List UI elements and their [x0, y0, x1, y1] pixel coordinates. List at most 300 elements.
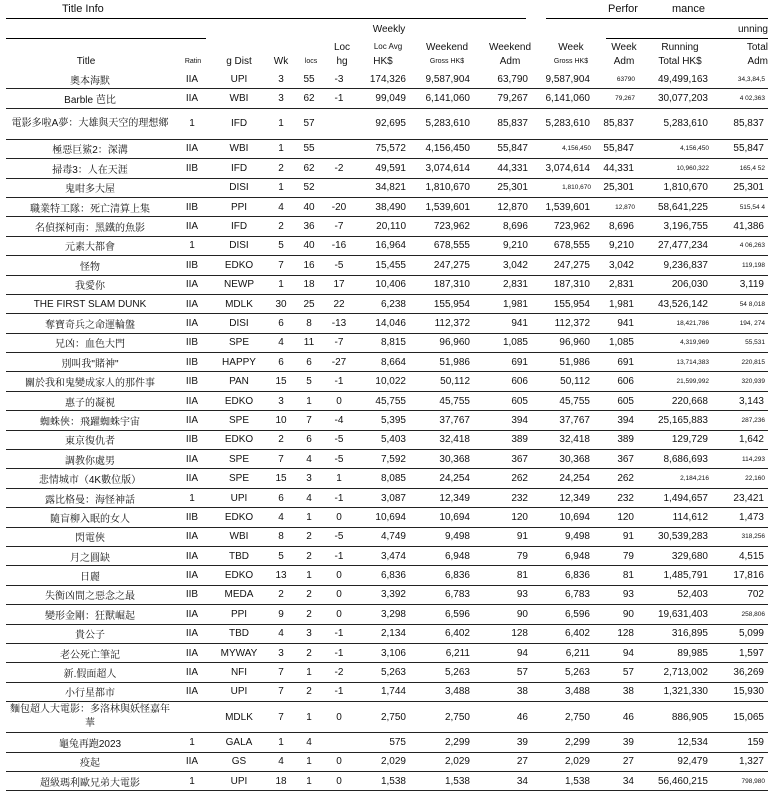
week-gross-cell: 4,156,450 — [532, 139, 594, 158]
wk-cell: 15 — [268, 372, 294, 391]
locs-cell: 55 — [294, 70, 324, 89]
weekend-gross-cell: 1,810,670 — [410, 178, 474, 197]
week-adm-cell: 120 — [594, 508, 638, 527]
loc-avg-cell: 3,392 — [354, 585, 410, 604]
table-row — [6, 197, 768, 216]
locs-cell: 1 — [294, 771, 324, 790]
locs-cell: 4 — [294, 488, 324, 507]
loc-avg-cell: 10,022 — [354, 372, 410, 391]
week-adm-cell: 81 — [594, 566, 638, 585]
title-header: Title — [76, 56, 96, 67]
loc-avg-cell: 3,106 — [354, 643, 410, 662]
weekend-adm-cell: 606 — [474, 372, 532, 391]
title-cell: 麵包超人大電影：多洛林與妖怪嘉年華 — [6, 702, 174, 733]
wk-cell: 8 — [268, 527, 294, 546]
dist-cell: GS — [210, 752, 268, 771]
rating-cell: IIB — [174, 159, 210, 178]
week-adm-cell: 12,870 — [594, 197, 638, 216]
total-adm-cell: 258,806 — [712, 605, 768, 624]
total-adm-cell: 4,515 — [712, 546, 768, 565]
running-total-cell: 4,319,969 — [638, 333, 712, 352]
rating-cell: IIA — [174, 70, 210, 89]
weekend-adm-cell: 389 — [474, 430, 532, 449]
wk-cell: 1 — [268, 108, 294, 139]
weekend-gross-cell: 6,211 — [410, 643, 474, 662]
rating-cell: IIA — [174, 314, 210, 333]
locs-cell: 40 — [294, 236, 324, 255]
top-rule — [6, 18, 526, 19]
dist-cell: UPI — [210, 70, 268, 89]
wk-cell: 6 — [268, 353, 294, 372]
wk-cell: 2 — [268, 585, 294, 604]
running-total-cell: 30,539,283 — [638, 527, 712, 546]
weekend-gross-cell: 51,986 — [410, 353, 474, 372]
wk-cell: 1 — [268, 275, 294, 294]
table-row — [6, 178, 768, 197]
total-adm-cell: 515,54 4 — [712, 197, 768, 216]
table-row — [6, 624, 768, 643]
loc-chg-cell: -5 — [324, 527, 354, 546]
loc-chg-cell: 0 — [324, 566, 354, 585]
running-total-cell: 1,321,330 — [638, 682, 712, 701]
wk-cell: 5 — [268, 236, 294, 255]
total-adm-cell: 318,256 — [712, 527, 768, 546]
weekend-gross-cell: 45,755 — [410, 391, 474, 410]
loc-chg-cell — [324, 178, 354, 197]
table-row — [6, 275, 768, 294]
weekend-gross-cell: 723,962 — [410, 217, 474, 236]
locs-cell: 5 — [294, 372, 324, 391]
wk-cell: 6 — [268, 488, 294, 507]
locs-cell: 2 — [294, 585, 324, 604]
table-row — [6, 353, 768, 372]
week-gross-cell: 3,074,614 — [532, 159, 594, 178]
running-total-cell: 21,599,992 — [638, 372, 712, 391]
weekend-adm-cell: 9,210 — [474, 236, 532, 255]
dist-cell: DISI — [210, 236, 268, 255]
adm2-header: Adm — [613, 56, 635, 67]
title-cell: 名偵探柯南：黑鐵的魚影 — [6, 217, 174, 236]
week-adm-cell: 34 — [594, 771, 638, 790]
locs-cell: 6 — [294, 353, 324, 372]
weekend-adm-cell: 232 — [474, 488, 532, 507]
rating-cell: IIA — [174, 469, 210, 488]
week-gross-cell: 155,954 — [532, 294, 594, 313]
weekend-adm-cell: 2,831 — [474, 275, 532, 294]
loc-avg-cell: 14,046 — [354, 314, 410, 333]
loc-chg-cell: -1 — [324, 488, 354, 507]
title-cell: 失衡凶間之惡念之最 — [6, 585, 174, 604]
weekend-adm-cell: 12,870 — [474, 197, 532, 216]
week-adm-cell: 394 — [594, 411, 638, 430]
rating-cell: IIA — [174, 546, 210, 565]
dist-cell: UPI — [210, 771, 268, 790]
weekend-adm-cell: 79,267 — [474, 89, 532, 108]
running-total-cell: 1,485,791 — [638, 566, 712, 585]
week-adm-cell: 93 — [594, 585, 638, 604]
rating-cell: IIA — [174, 411, 210, 430]
dist-cell: WBI — [210, 527, 268, 546]
dist-cell: MDLK — [210, 702, 268, 733]
wk-cell: 4 — [268, 508, 294, 527]
rating-cell: IIB — [174, 508, 210, 527]
title-cell: 別叫我"賭神" — [6, 353, 174, 372]
dist-cell: SPE — [210, 469, 268, 488]
table-row — [6, 488, 768, 507]
loc-header: Loc — [333, 42, 351, 53]
week-gross-cell: 9,587,904 — [532, 70, 594, 89]
title-cell: 閃電俠 — [6, 527, 174, 546]
running-total-cell: 9,236,837 — [638, 256, 712, 275]
weekend-gross-cell: 9,498 — [410, 527, 474, 546]
locs-cell: 16 — [294, 256, 324, 275]
locs-cell: 4 — [294, 733, 324, 752]
week-adm-cell: 1,085 — [594, 333, 638, 352]
table-row — [6, 108, 768, 139]
loc-avg-cell: 3,474 — [354, 546, 410, 565]
week-gross-cell: 6,948 — [532, 546, 594, 565]
weekend-adm-header: Weekend — [488, 42, 532, 53]
loc-chg-cell: 0 — [324, 508, 354, 527]
total-adm-cell: 36,269 — [712, 663, 768, 682]
locs-cell: 6 — [294, 430, 324, 449]
wk-cell: 7 — [268, 702, 294, 733]
week-adm-cell: 367 — [594, 450, 638, 469]
total-adm-cell: 54 8,018 — [712, 294, 768, 313]
hk-header: HK$ — [373, 56, 393, 67]
rating-cell: IIA — [174, 605, 210, 624]
week-adm-cell: 389 — [594, 430, 638, 449]
weekend-adm-cell: 44,331 — [474, 159, 532, 178]
table-row — [6, 702, 768, 733]
dist-cell: PPI — [210, 605, 268, 624]
locs-cell: 2 — [294, 546, 324, 565]
loc-avg-cell: 8,815 — [354, 333, 410, 352]
title-cell: THE FIRST SLAM DUNK — [6, 294, 174, 313]
loc-avg-cell: 45,755 — [354, 391, 410, 410]
rating-cell — [174, 702, 210, 733]
title-cell: 龜兔再跑2023 — [6, 733, 174, 752]
week-adm-cell: 79 — [594, 546, 638, 565]
week-gross-cell: 247,275 — [532, 256, 594, 275]
weekend-adm-cell: 394 — [474, 411, 532, 430]
loc-chg-cell: -7 — [324, 217, 354, 236]
week-adm-cell: 94 — [594, 643, 638, 662]
running-total-cell: 43,526,142 — [638, 294, 712, 313]
loc-chg-cell: -1 — [324, 546, 354, 565]
weekend-gross-cell: 6,836 — [410, 566, 474, 585]
loc-chg-cell: 0 — [324, 585, 354, 604]
total-adm-cell: 1,597 — [712, 643, 768, 662]
wk-cell: 7 — [268, 256, 294, 275]
rating-cell: IIB — [174, 585, 210, 604]
wk-cell: 10 — [268, 411, 294, 430]
rating-cell: 1 — [174, 236, 210, 255]
table-body — [6, 70, 768, 791]
total-adm-cell: 17,816 — [712, 566, 768, 585]
loc-avg-cell: 575 — [354, 733, 410, 752]
table-row — [6, 256, 768, 275]
running-total-cell: 220,668 — [638, 391, 712, 410]
table-row — [6, 217, 768, 236]
dist-cell: SPE — [210, 450, 268, 469]
running-total-cell: 3,196,755 — [638, 217, 712, 236]
table-row — [6, 333, 768, 352]
dist-cell: MDLK — [210, 294, 268, 313]
dist-cell: TBD — [210, 624, 268, 643]
week-adm-cell: 605 — [594, 391, 638, 410]
weekend-adm-cell: 94 — [474, 643, 532, 662]
title-cell: 兄凶：血色大門 — [6, 333, 174, 352]
title-cell: Barble 芭比 — [6, 89, 174, 108]
title-cell: 極惡巨鯊2：深溝 — [6, 139, 174, 158]
loc-avg-cell: 4,749 — [354, 527, 410, 546]
wk-cell: 30 — [268, 294, 294, 313]
wk-cell: 3 — [268, 70, 294, 89]
rating-cell — [174, 178, 210, 197]
title-cell: 超級瑪利歐兄弟大電影 — [6, 771, 174, 790]
week-adm-cell: 941 — [594, 314, 638, 333]
week-gross-cell: 12,349 — [532, 488, 594, 507]
table-row — [6, 236, 768, 255]
wk-cell: 1 — [268, 178, 294, 197]
rating-cell: IIB — [174, 333, 210, 352]
loc-chg-cell: 17 — [324, 275, 354, 294]
wk-cell: 7 — [268, 663, 294, 682]
loc-chg-cell — [324, 139, 354, 158]
wk-cell: 15 — [268, 469, 294, 488]
title-cell: 鬼咁多大屋 — [6, 178, 174, 197]
adm1-header: Adm — [499, 56, 521, 67]
week-gross-cell: 51,986 — [532, 353, 594, 372]
loc-chg-cell: -2 — [324, 663, 354, 682]
table-row — [6, 372, 768, 391]
week-adm-cell: 232 — [594, 488, 638, 507]
weekend-adm-cell: 85,837 — [474, 108, 532, 139]
weekend-gross-cell: 5,263 — [410, 663, 474, 682]
week-gross-cell: 10,694 — [532, 508, 594, 527]
wk-cell: 6 — [268, 314, 294, 333]
loc-chg-cell: 1 — [324, 469, 354, 488]
week-adm-cell: 262 — [594, 469, 638, 488]
rating-cell: IIB — [174, 372, 210, 391]
locs-cell: 1 — [294, 702, 324, 733]
weekend-adm-cell: 39 — [474, 733, 532, 752]
loc-chg-cell: 0 — [324, 771, 354, 790]
title-cell: 疫起 — [6, 752, 174, 771]
locs-cell: 18 — [294, 275, 324, 294]
week-gross-cell: 3,488 — [532, 682, 594, 701]
dist-cell: IFD — [210, 108, 268, 139]
unning-header: unning — [737, 24, 768, 35]
week-gross-cell: 30,368 — [532, 450, 594, 469]
weekend-adm-cell: 55,847 — [474, 139, 532, 158]
title-cell: 小行星都市 — [6, 682, 174, 701]
week-gross-cell: 5,283,610 — [532, 108, 594, 139]
weekend-gross-cell: 3,074,614 — [410, 159, 474, 178]
loc-chg-cell: -4 — [324, 411, 354, 430]
week-gross-cell: 6,211 — [532, 643, 594, 662]
week-adm-cell: 27 — [594, 752, 638, 771]
dist-cell: WBI — [210, 139, 268, 158]
table-row — [6, 566, 768, 585]
table-row — [6, 450, 768, 469]
loc-avg-cell: 75,572 — [354, 139, 410, 158]
table-row — [6, 159, 768, 178]
loc-avg-cell: 92,695 — [354, 108, 410, 139]
dist-cell: PPI — [210, 197, 268, 216]
loc-avg-cell: 5,403 — [354, 430, 410, 449]
weekend-gross-cell: 187,310 — [410, 275, 474, 294]
week-adm-cell: 2,831 — [594, 275, 638, 294]
locs-cell: 7 — [294, 411, 324, 430]
total-adm-cell: 4 02,363 — [712, 89, 768, 108]
box-office-table — [6, 70, 768, 791]
total-adm-cell: 165,4 52 — [712, 159, 768, 178]
wk-cell: 2 — [268, 159, 294, 178]
loc-chg-cell — [324, 733, 354, 752]
gross2-header: Gross HK$ — [553, 58, 589, 65]
title-cell: 職業特工隊：死亡清算上集 — [6, 197, 174, 216]
hg-header: hg — [336, 56, 348, 67]
running-total-cell: 12,534 — [638, 733, 712, 752]
dist-cell: IFD — [210, 217, 268, 236]
wk-cell: 1 — [268, 733, 294, 752]
weekend-adm-cell: 3,042 — [474, 256, 532, 275]
total-adm-cell: 702 — [712, 585, 768, 604]
weekend-adm-cell: 25,301 — [474, 178, 532, 197]
gross1-header: Gross HK$ — [429, 58, 465, 65]
dist-cell: DISI — [210, 314, 268, 333]
dist-cell: SPE — [210, 411, 268, 430]
week-gross-cell: 678,555 — [532, 236, 594, 255]
loc-avg-cell: 5,263 — [354, 663, 410, 682]
loc-avg-cell: 174,326 — [354, 70, 410, 89]
table-row — [6, 430, 768, 449]
title-cell: 貴公子 — [6, 624, 174, 643]
rating-cell: IIA — [174, 139, 210, 158]
wk-cell: 5 — [268, 546, 294, 565]
title-cell: 奪寶奇兵之命運輪盤 — [6, 314, 174, 333]
wk-cell: 4 — [268, 333, 294, 352]
total-header: Total — [746, 42, 768, 53]
weekend-adm-cell: 46 — [474, 702, 532, 733]
locs-cell: 62 — [294, 89, 324, 108]
locs-cell: 52 — [294, 178, 324, 197]
wk-cell: 7 — [268, 682, 294, 701]
dist-cell: SPE — [210, 333, 268, 352]
rating-cell: IIA — [174, 624, 210, 643]
weekend-adm-cell: 81 — [474, 566, 532, 585]
running-total-cell: 19,631,403 — [638, 605, 712, 624]
table-row — [6, 733, 768, 752]
title-cell: 怪物 — [6, 256, 174, 275]
running-total-cell: 5,283,610 — [638, 108, 712, 139]
dist-cell: EDKO — [210, 508, 268, 527]
rating-cell: IIA — [174, 89, 210, 108]
weekend-adm-cell: 941 — [474, 314, 532, 333]
total-adm-cell: 159 — [712, 733, 768, 752]
weekend-gross-cell: 10,694 — [410, 508, 474, 527]
loc-chg-cell: -5 — [324, 450, 354, 469]
rating-cell: 1 — [174, 488, 210, 507]
total-adm-cell: 194, 274 — [712, 314, 768, 333]
loc-chg-cell: -1 — [324, 372, 354, 391]
loc-avg-cell: 3,087 — [354, 488, 410, 507]
table-row — [6, 682, 768, 701]
loc-chg-cell: -1 — [324, 682, 354, 701]
wk-cell: 4 — [268, 624, 294, 643]
weekend-adm-cell: 38 — [474, 682, 532, 701]
weekly-header: Weekly — [372, 24, 406, 35]
loc-chg-cell: -5 — [324, 430, 354, 449]
table-row — [6, 314, 768, 333]
running-total-cell: 206,030 — [638, 275, 712, 294]
dist-cell: UPI — [210, 682, 268, 701]
rating-cell: IIA — [174, 527, 210, 546]
loc-chg-cell: -1 — [324, 643, 354, 662]
header-rule-right — [606, 38, 768, 39]
loc-chg-cell: 0 — [324, 752, 354, 771]
table-row — [6, 752, 768, 771]
loc-avg-cell: 8,664 — [354, 353, 410, 372]
week-gross-cell: 37,767 — [532, 411, 594, 430]
running-total-cell: 49,499,163 — [638, 70, 712, 89]
locs-cell: 11 — [294, 333, 324, 352]
locs-cell: 57 — [294, 108, 324, 139]
week-gross-cell: 96,960 — [532, 333, 594, 352]
total-adm-cell: 41,386 — [712, 217, 768, 236]
week-gross-cell: 6,402 — [532, 624, 594, 643]
table-row — [6, 546, 768, 565]
week-adm-cell: 57 — [594, 663, 638, 682]
mance-heading: mance — [672, 3, 706, 15]
dist-cell: UPI — [210, 488, 268, 507]
loc-chg-cell — [324, 108, 354, 139]
week-gross-cell: 5,263 — [532, 663, 594, 682]
dist-cell: EDKO — [210, 566, 268, 585]
title-cell: 我愛你 — [6, 275, 174, 294]
table-row — [6, 605, 768, 624]
locs-cell: 40 — [294, 197, 324, 216]
locs-cell: 3 — [294, 624, 324, 643]
loc-avg-cell: 16,964 — [354, 236, 410, 255]
table-row — [6, 508, 768, 527]
title-cell: 悲情城市（4K數位版） — [6, 469, 174, 488]
week-adm-cell: 25,301 — [594, 178, 638, 197]
weekend-adm-cell: 90 — [474, 605, 532, 624]
weekend-gross-cell: 155,954 — [410, 294, 474, 313]
running-total-cell: 316,895 — [638, 624, 712, 643]
dist-cell: NFI — [210, 663, 268, 682]
locs-cell: 2 — [294, 605, 324, 624]
title-cell: 奧本海默 — [6, 70, 174, 89]
weekend-gross-cell: 112,372 — [410, 314, 474, 333]
wk-cell: 18 — [268, 771, 294, 790]
wk-cell: 1 — [268, 139, 294, 158]
total-adm-cell: 5,099 — [712, 624, 768, 643]
loc-chg-cell: -16 — [324, 236, 354, 255]
total-adm-cell: 119,198 — [712, 256, 768, 275]
week-gross-cell: 6,596 — [532, 605, 594, 624]
locs-cell: 4 — [294, 450, 324, 469]
total-adm-cell: 798,980 — [712, 771, 768, 790]
week-adm-cell: 1,981 — [594, 294, 638, 313]
total-adm-cell: 1,642 — [712, 430, 768, 449]
title-cell: 新.假面超人 — [6, 663, 174, 682]
locs-cell: 3 — [294, 469, 324, 488]
running-total-cell: 1,494,657 — [638, 488, 712, 507]
